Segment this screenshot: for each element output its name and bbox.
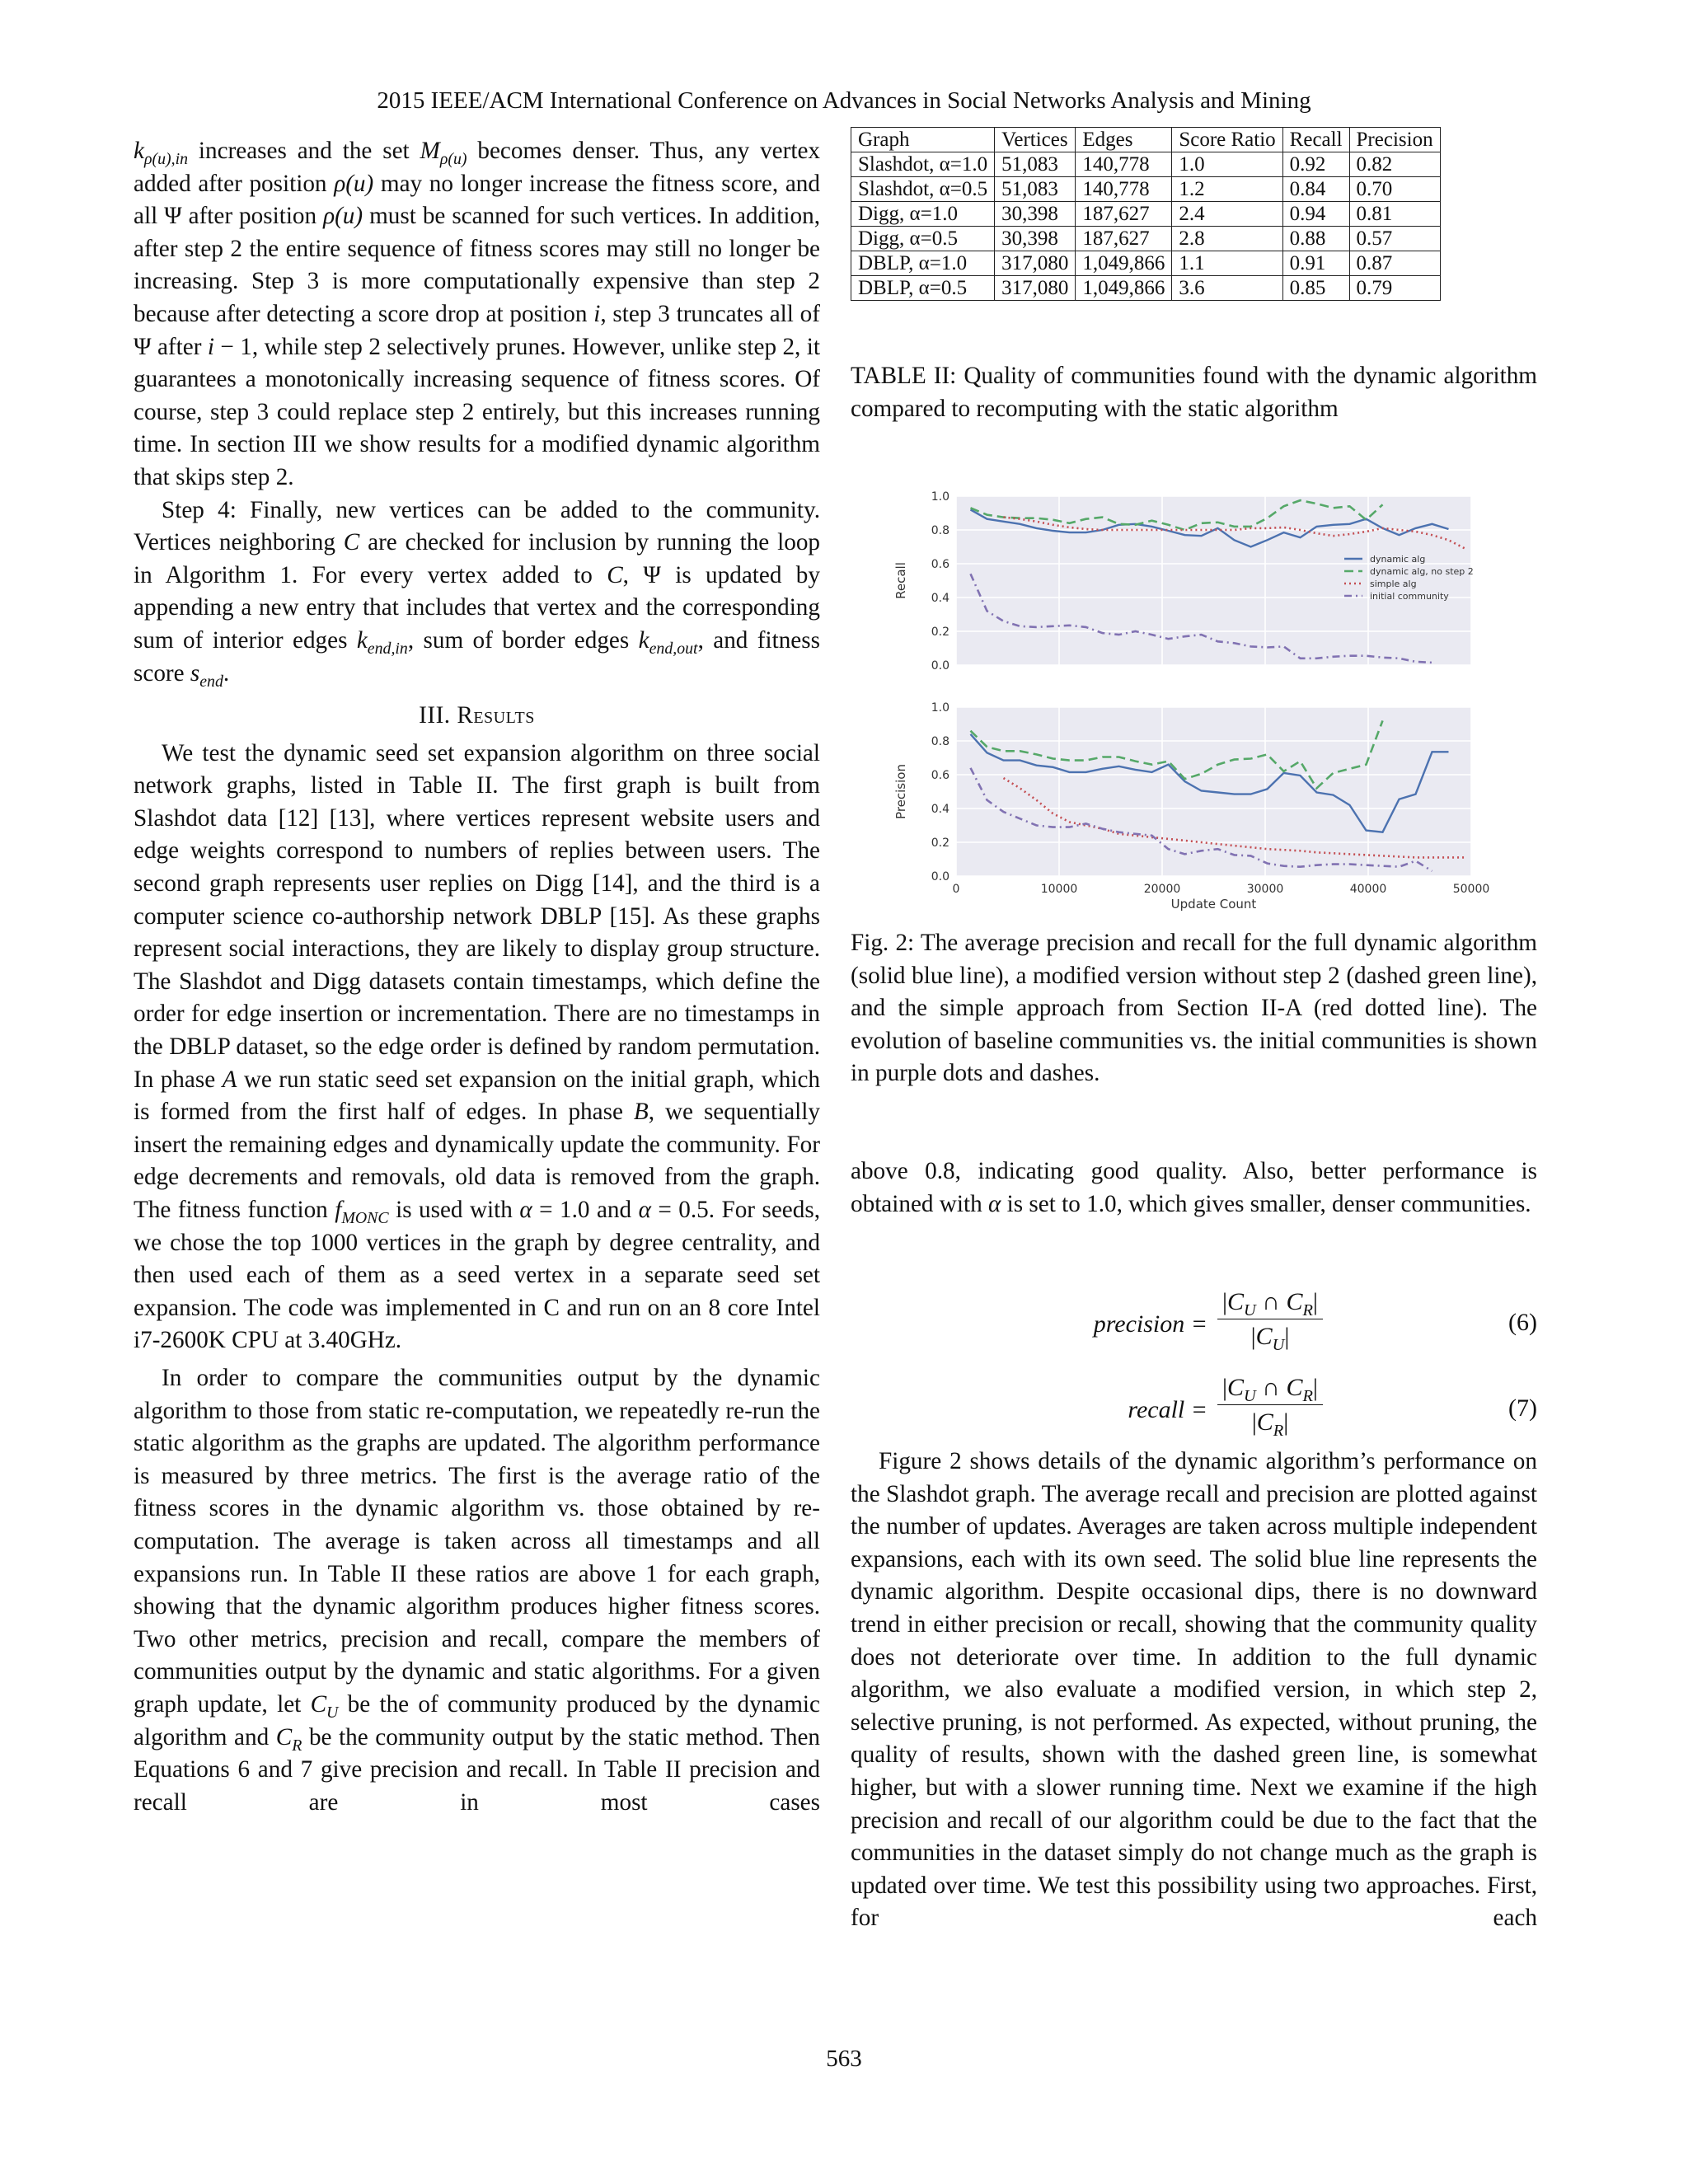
table-cell: 140,778	[1076, 177, 1172, 202]
paragraph	[134, 738, 820, 1357]
table-cell: 0.85	[1282, 276, 1349, 301]
math-subscript: R	[292, 1736, 302, 1755]
x-tick-label: 30000	[1246, 883, 1284, 896]
y-tick-label: 0.2	[931, 626, 950, 639]
table-cell: 187,627	[1076, 202, 1172, 227]
equation-lhs: recall =	[1128, 1396, 1207, 1423]
math-symbol: C	[607, 561, 623, 588]
x-tick-label: 10000	[1040, 883, 1078, 896]
table-cell: 317,080	[995, 251, 1076, 276]
fraction: $\frac{|C_U \cap C_R|}{|C_U|}$	[1217, 1286, 1323, 1354]
math-subscript: ρ(u)	[439, 149, 467, 168]
table-cell: 0.91	[1282, 251, 1349, 276]
table-cell: 0.87	[1349, 251, 1440, 276]
math-symbol: f	[335, 1197, 342, 1223]
paragraph	[134, 494, 820, 691]
y-tick-label: 1.0	[931, 490, 950, 504]
legend-label: simple alg	[1370, 579, 1417, 589]
table-cell: Slashdot, α=1.0	[851, 152, 995, 177]
math-symbol: k	[134, 138, 144, 164]
text-run: increases and the set	[188, 138, 420, 164]
text-run: is set to 1.0, which gives smaller, denser communities.	[1001, 1190, 1531, 1217]
math-symbol: A	[222, 1066, 237, 1093]
table-cell: 51,083	[995, 152, 1076, 177]
text-run: becomes denser. Thus, any vertex added after position	[134, 138, 820, 197]
var: C	[1227, 1374, 1245, 1401]
text-run: .	[223, 659, 230, 687]
math-symbol: α	[519, 1197, 532, 1223]
math-subscript: ρ(u),in	[143, 149, 189, 168]
subscript: R	[1273, 1422, 1284, 1440]
math-symbol: B	[633, 1099, 649, 1126]
equation-precision	[851, 1286, 1537, 1360]
figure-2-chart	[874, 462, 1566, 923]
table-cell: 0.84	[1282, 177, 1349, 202]
table-cell: 51,083	[995, 177, 1076, 202]
table-cell: Slashdot, α=0.5	[851, 177, 995, 202]
y-axis-label: Precision	[893, 764, 908, 819]
x-tick-label: 50000	[1452, 883, 1490, 896]
y-tick-label: 0.2	[931, 837, 950, 850]
figure-caption: Fig. 2: The average precision and recall for the full dynamic algorithm (solid blue line), a modified version without step 2 (dashed green line), and the simple approach from Section II-A (red dotted line). The evolution of baseline communities vs. the initial communities is shown in purple dots and dashes.	[851, 930, 1537, 1087]
table-cell: 3.6	[1172, 276, 1282, 301]
text-run: − 1, while step 2 selectively prunes. However, unlike step 2, it guarantees a monotonically increasing sequence of fitness scores. Of course, step 3 could replace step 2 entirely, but this increases running time. In section III we show results for a modified dynamic algorithm that skips step 2.	[134, 333, 820, 490]
results-table	[851, 127, 1441, 301]
column-header: Precision	[1349, 128, 1440, 152]
text-run: must be scanned for such vertices. In addition, after step 2 the entire sequence of fitness scores may still no longer be increasing. Step 3 is more computationally expensive than step 2 because after detecting a score drop at position	[134, 203, 820, 327]
y-tick-label: 0.6	[931, 769, 950, 782]
table-cell: 30,398	[995, 227, 1076, 251]
text-run: are checked for inclusion by running the loop in Algorithm 1. For every vertex added to	[134, 529, 821, 588]
text-run: be the community output by the static method. Then Equations 6 and 7 give precision and recall. In Table II precision and recall are in most cases	[134, 1723, 820, 1816]
table-cell: 0.57	[1349, 227, 1440, 251]
equation-number: (6)	[1508, 1309, 1537, 1336]
section-heading: III. Results	[419, 702, 535, 729]
math-symbol: M	[420, 138, 440, 164]
table-cell: 317,080	[995, 276, 1076, 301]
y-tick-label: 0.0	[931, 870, 950, 883]
equation-number: (7)	[1508, 1394, 1537, 1422]
y-tick-label: 0.6	[931, 558, 950, 571]
page-number: 563	[826, 2046, 862, 2072]
table-row	[851, 152, 1441, 177]
text-run: , step 3 truncates all of Ψ after	[134, 300, 820, 360]
x-tick-label: 0	[952, 883, 960, 896]
math-symbol: s	[190, 659, 200, 687]
text-run: In order to compare the communities output by the dynamic algorithm to those from static re-computation, we repeatedly re-run the static algorithm as the graphs are updated. The algorithm performance is measured by three metrics. The first is the average ratio of the fitness scores in the dynamic algorithm vs. those obtained by re-computation. The average is taken across all timestamps and all expansions run. In Table II these ratios are above 1 for each graph, showing that the dynamic algorithm produces higher fitness scores. Two other metrics, precision and recall, compare the members of communities output by the dynamic and static algorithms. For a given graph update, let	[134, 1364, 820, 1718]
math-symbol: ρ(u)	[334, 170, 374, 197]
legend-label: dynamic alg, no step 2	[1370, 566, 1474, 577]
table-cell: 0.79	[1349, 276, 1440, 301]
table-cell: 0.81	[1349, 202, 1440, 227]
math-symbol: k	[638, 626, 649, 654]
table-cell: 1.2	[1172, 177, 1282, 202]
table-cell: 1.0	[1172, 152, 1282, 177]
table-cell: DBLP, α=0.5	[851, 276, 995, 301]
math-symbol: α	[988, 1190, 1001, 1217]
equation-recall	[851, 1371, 1537, 1446]
table-row	[851, 227, 1441, 251]
text-run: = 1.0 and	[532, 1197, 639, 1223]
table-cell: 1,049,866	[1076, 251, 1172, 276]
table-cell: 0.70	[1349, 177, 1440, 202]
x-tick-label: 20000	[1143, 883, 1181, 896]
text-run: we run static seed set expansion on the initial graph, which is formed from the first half of edges. In phase	[134, 1066, 820, 1126]
table-cell: 0.94	[1282, 202, 1349, 227]
left-column	[134, 135, 820, 1819]
table-cell: 2.8	[1172, 227, 1282, 251]
math-symbol: α	[638, 1197, 651, 1223]
math-symbol: ρ(u)	[323, 203, 363, 230]
text-run: , we sequentially insert the remaining edges and dynamically update the community. For edge decrements and removals, old data is removed from the graph. The fitness function	[134, 1099, 820, 1223]
paragraph	[134, 1362, 820, 1819]
math-symbol: C	[343, 529, 360, 556]
table-cell: 140,778	[1076, 152, 1172, 177]
table-row	[851, 251, 1441, 276]
math-symbol: k	[356, 626, 368, 654]
table-cell: 0.82	[1349, 152, 1440, 177]
legend-label: initial community	[1370, 591, 1449, 602]
column-header: Recall	[1282, 128, 1349, 152]
column-header: Vertices	[995, 128, 1076, 152]
y-tick-label: 0.4	[931, 803, 950, 816]
math-symbol: C	[310, 1690, 327, 1718]
text-run: , sum of border edges	[407, 626, 639, 654]
math-symbol: i	[207, 333, 214, 360]
paragraph	[851, 1155, 1537, 1221]
table-cell: 187,627	[1076, 227, 1172, 251]
table-cell: 0.92	[1282, 152, 1349, 177]
subscript: U	[1244, 1301, 1256, 1319]
table-row	[851, 202, 1441, 227]
paragraph	[851, 1446, 1537, 1935]
subscript: R	[1302, 1387, 1313, 1405]
y-axis-label: Recall	[893, 562, 908, 599]
legend-label: dynamic alg	[1370, 554, 1426, 565]
text-run: , Ψ is updated by appending a new entry that includes that vertex and the corresponding sum of interior edges	[134, 561, 820, 654]
column-header: Score Ratio	[1172, 128, 1282, 152]
math-symbol: C	[275, 1723, 293, 1750]
right-column-top	[851, 1155, 1537, 1221]
subscript: R	[1302, 1301, 1313, 1319]
math-symbol: i	[593, 300, 601, 327]
y-tick-label: 0.8	[931, 524, 950, 537]
var: C	[1227, 1288, 1245, 1315]
subscript: U	[1272, 1336, 1285, 1354]
table-cell: 30,398	[995, 202, 1076, 227]
table-cell: Digg, α=1.0	[851, 202, 995, 227]
text-run: be the of community produced by the dynamic algorithm and	[134, 1690, 820, 1750]
x-axis-label: Update Count	[1170, 897, 1257, 912]
text-run: Step 4: Finally, new vertices can be added to the community. Vertices neighboring	[134, 496, 820, 556]
y-tick-label: 0.0	[931, 659, 950, 673]
table-cell: 2.4	[1172, 202, 1282, 227]
text-run: may no longer increase the fitness score, and all Ψ after position	[134, 170, 820, 230]
table-cell: 1,049,866	[1076, 276, 1172, 301]
table-cell: 0.88	[1282, 227, 1349, 251]
column-header: Edges	[1076, 128, 1172, 152]
conference-header: 2015 IEEE/ACM International Conference on Advances in Social Networks Analysis and Mining	[377, 87, 1311, 114]
table-cell: DBLP, α=1.0	[851, 251, 995, 276]
column-header: Graph	[851, 128, 995, 152]
text-run: We test the dynamic seed set expansion algorithm on three social network graphs, listed in Table II. The first graph is built from Slashdot data [12] [13], where vertices represent website users and edge weights correspond to numbers of replies between users. The second graph represents user replies on Digg [14], and the third is a computer science co-authorship network DBLP [15]. As these graphs represent social interactions, they are likely to display group structure. The Slashdot and Digg datasets contain timestamps, which define the order for edge insertion or incrementation. There are no timestamps in the DBLP dataset, so the edge order is defined by random permutation. In phase	[134, 739, 820, 1093]
table-row	[851, 276, 1441, 301]
x-tick-label: 40000	[1349, 883, 1387, 896]
text-run: Figure 2 shows details of the dynamic algorithm’s performance on the Slashdot graph. The average recall and precision are plotted against the number of updates. Averages are taken across multiple independent expansions, each with its own seed. The solid blue line represents the dynamic algorithm. Despite occasional dips, there is no downward trend in either precision or recall, showing that the community quality does not deteriorate over time. In addition to the full dynamic algorithm, we also evaluate a modified version, in which step 2, selective pruning, is not performed. As expected, without pruning, the quality of results, shown with the dashed green line, is somewhat higher, but with a slower running time. Next we examine if the high precision and recall of our algorithm could be due to the fact that the communities in the dataset simply do not change much as the graph is updated over time. We test this possibility using two approaches. First, for each	[851, 1448, 1537, 1932]
var: C	[1256, 1408, 1273, 1436]
text-run: is used with	[388, 1197, 520, 1223]
y-tick-label: 0.8	[931, 735, 950, 748]
math-subscript: end	[199, 672, 223, 691]
var: C	[1286, 1288, 1303, 1315]
y-tick-label: 1.0	[931, 701, 950, 715]
var: C	[1255, 1323, 1273, 1350]
subscript: U	[1244, 1387, 1256, 1405]
table-cell: Digg, α=0.5	[851, 227, 995, 251]
right-column-bottom	[851, 1446, 1537, 1935]
y-tick-label: 0.4	[931, 592, 950, 605]
table-caption: TABLE II: Quality of communities found with the dynamic algorithm compared to recomputing with the static algorithm	[851, 363, 1537, 422]
math-subscript: U	[326, 1703, 339, 1722]
fraction: $\frac{|C_U \cap C_R|}{|C_R|}$	[1217, 1371, 1323, 1440]
table-header-row	[851, 128, 1441, 152]
math-subscript: MONC	[341, 1208, 389, 1227]
table-row	[851, 177, 1441, 202]
paragraph	[134, 135, 820, 494]
equation-lhs: precision =	[1093, 1310, 1207, 1338]
text-run: = 0.5. For seeds, we chose the top 1000 vertices in the graph by degree centrality, and then used each of them as a seed vertex in a separate seed set expansion. The code was implemented in C and run on an 8 core Intel i7-2600K CPU at 3.40GHz.	[134, 1197, 821, 1354]
operator: ∩	[1262, 1288, 1280, 1315]
text-run: above 0.8, indicating good quality. Also, better performance is obtained with	[851, 1158, 1537, 1217]
text-run: , and fitness score	[134, 626, 820, 687]
table-cell: 1.1	[1172, 251, 1282, 276]
operator: ∩	[1262, 1374, 1280, 1401]
math-subscript: end,in	[367, 639, 408, 658]
var: C	[1286, 1374, 1303, 1401]
math-subscript: end,out	[649, 639, 698, 658]
